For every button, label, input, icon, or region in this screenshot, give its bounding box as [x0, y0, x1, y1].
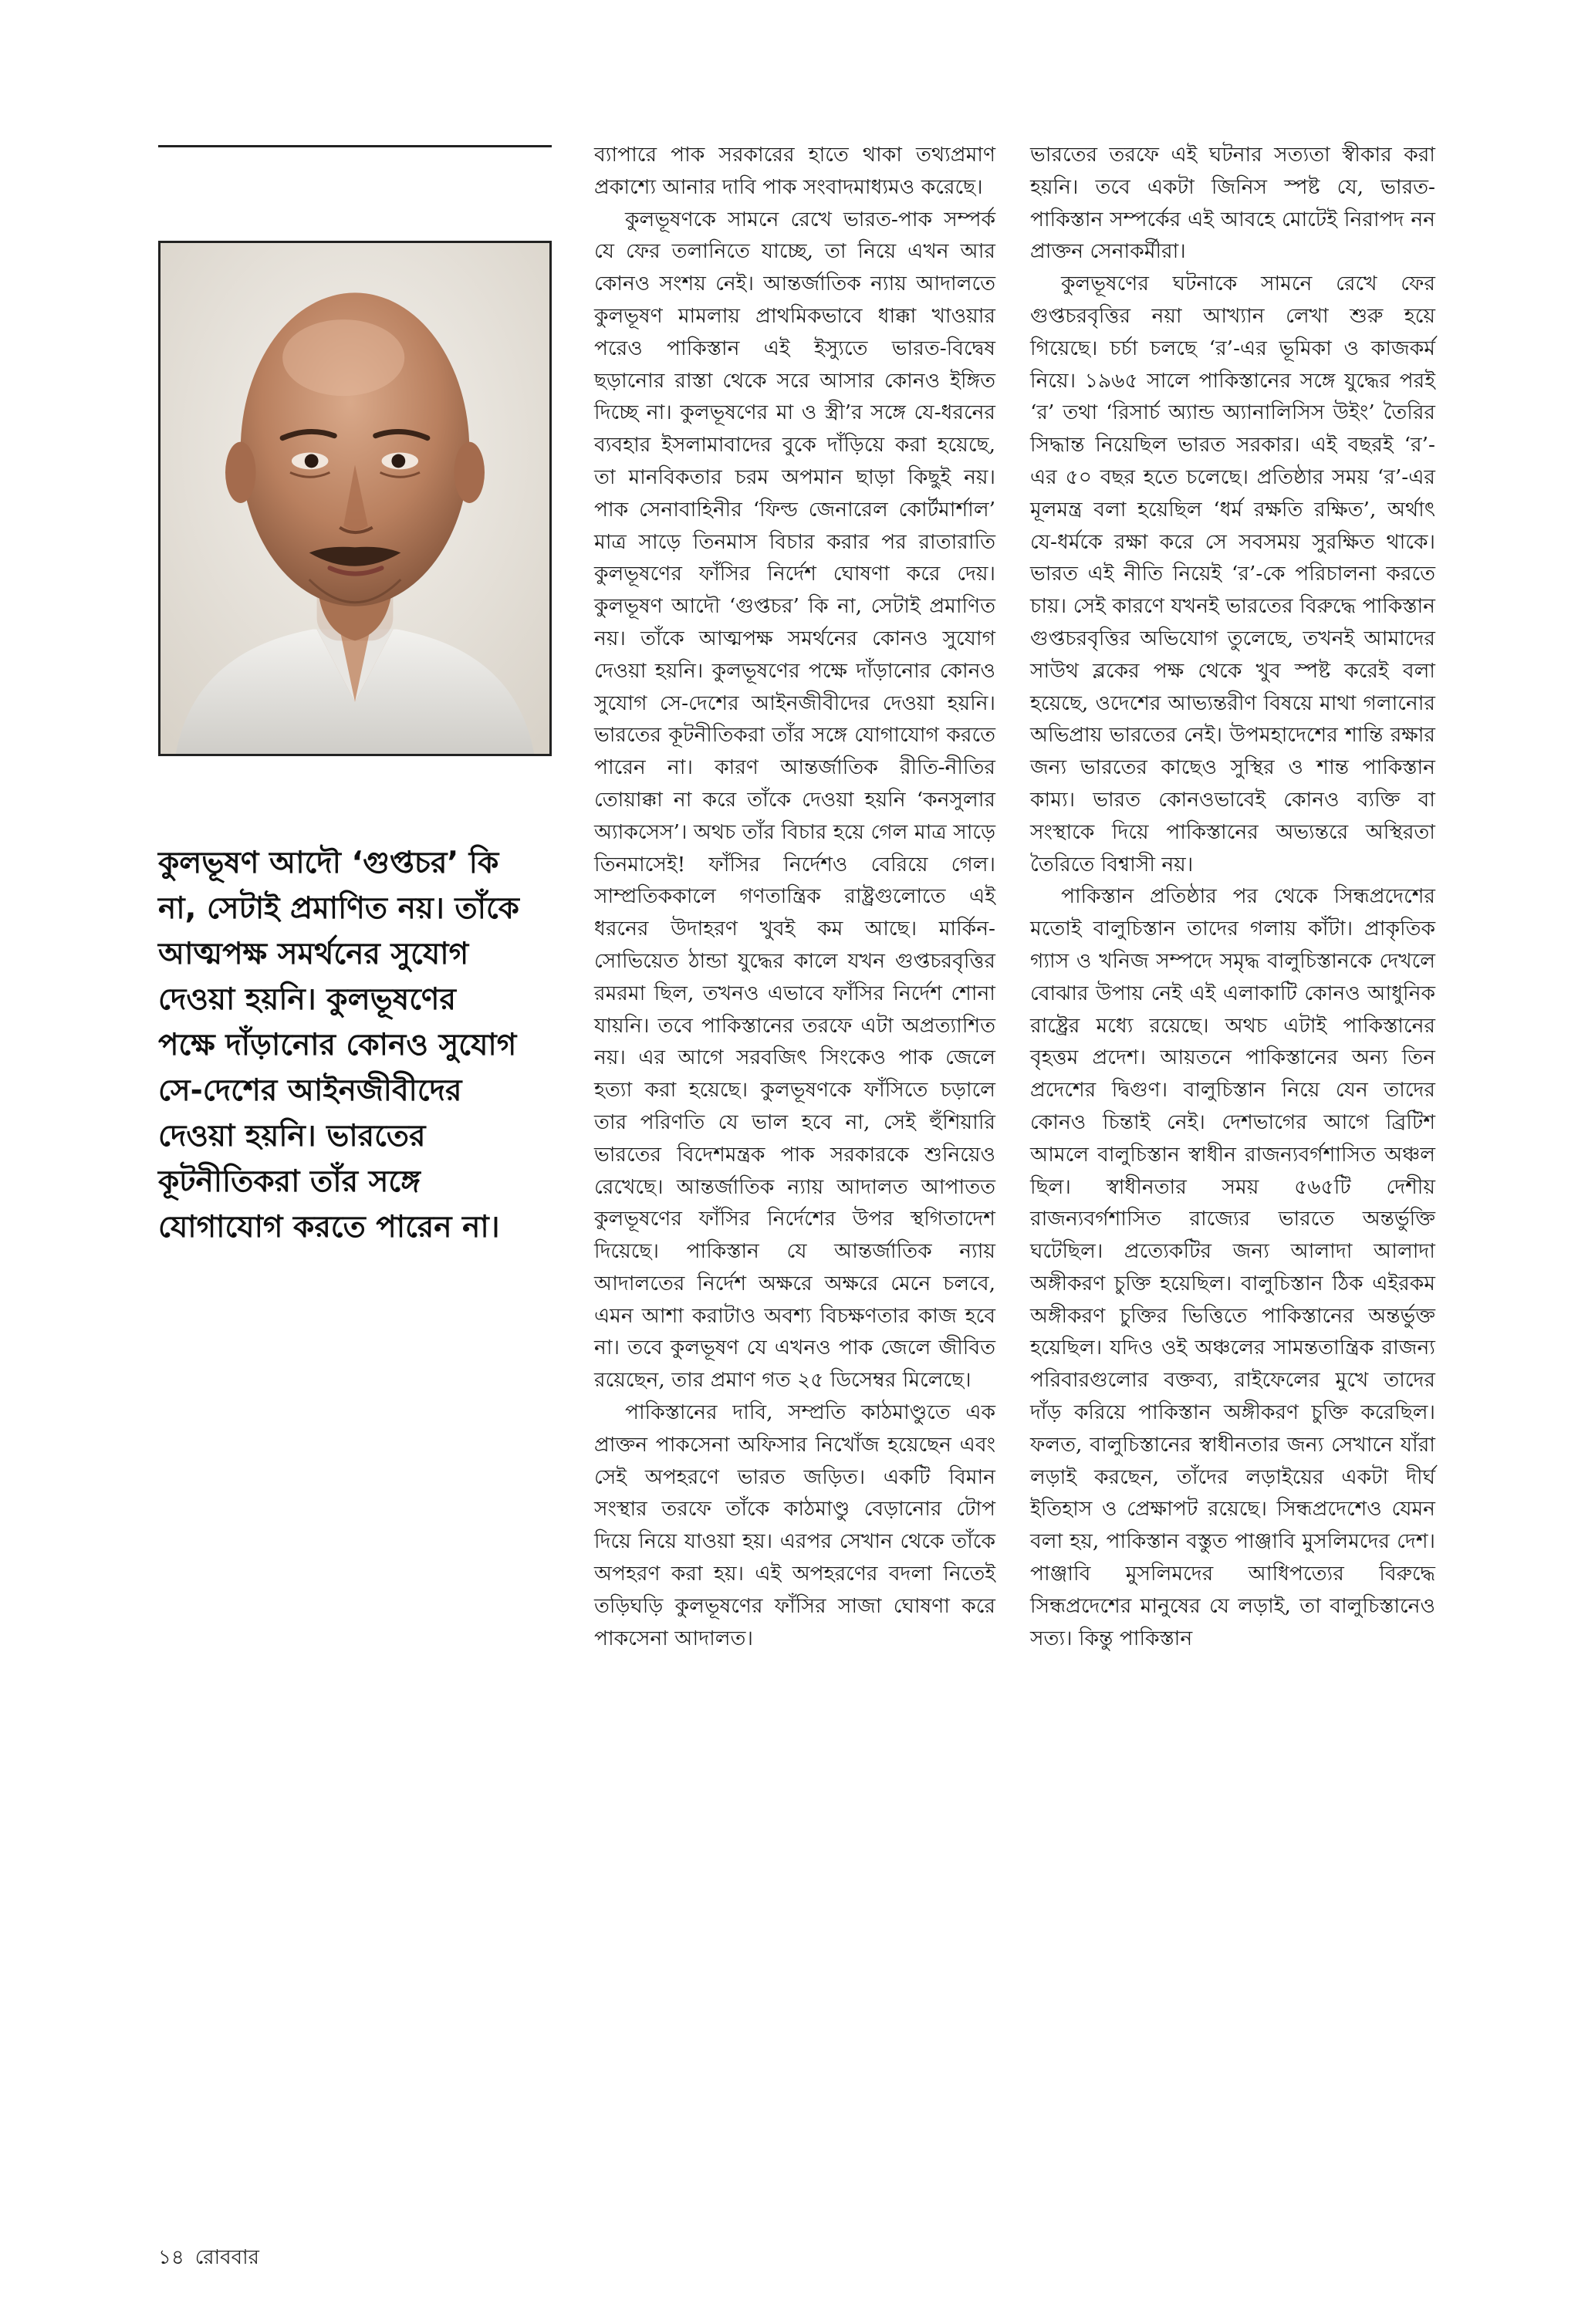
- portrait-photo: [158, 241, 552, 756]
- page-footer: [158, 2241, 270, 2275]
- pull-quote-line: দেওয়া হয়নি। ভারতের: [158, 1119, 426, 1154]
- pull-quote-line: পক্ষে দাঁড়ানোর কোনও সুযোগ: [158, 1028, 517, 1062]
- top-rule: [158, 145, 552, 147]
- pull-quote-line: দেওয়া হয়নি। কুলভূষণের: [158, 982, 456, 1017]
- pull-quote: [158, 841, 559, 1251]
- pull-quote-line: যোগাযোগ করতে পারেন না।: [158, 1210, 500, 1245]
- paragraph: কুলভূষণকে সামনে রেখে ভারত-পাক সম্পর্ক যে ফের তলানিতে যাচ্ছে, তা নিয়ে এখন আর কোনও সংশয় নেই। আন্তর্জাতিক ন্যায় আদালতে কুলভূষণ মামলায় প্রাথমিকভাবে ধাক্কা খাওয়ার পরেও পাকিস্তান এই ইস্যুতে ভারত-বিদ্বেষ ছড়ানোর রাস্তা থেকে সরে আসার কোনও ইঙ্গিত দিচ্ছে না। কুলভূষণের মা ও স্ত্রী’র সঙ্গে যে-ধরনের ব্যবহার ইসলামাবাদের বুকে দাঁড়িয়ে করা হয়েছে, তা মানবিকতার চরম অপমান ছাড়া কিছুই নয়। পাক সেনাবাহিনীর ‘ফিল্ড জেনারেল কোর্টমার্শাল’ মাত্র সাড়ে তিনমাস বিচার করার পর রাতারাতি কুলভূষণের ফাঁসির নির্দেশ ঘোষণা করে দেয়। কুলভূষণ আদৌ ‘গুপ্তচর’ কি না, সেটাই প্রমাণিত নয়। তাঁকে আত্মপক্ষ সমর্থনের কোনও সুযোগ দেওয়া হয়নি। কুলভূষণের পক্ষে দাঁড়ানোর কোনও সুযোগ সে-দেশের আইনজীবীদের দেওয়া হয়নি। ভারতের কূটনীতিকরা তাঁর সঙ্গে যোগাযোগ করতে পারেন না। কারণ আন্তর্জাতিক রীতি-নীতির তোয়াক্কা না করে তাঁকে দেওয়া হয়নি ‘কনসুলার অ্যাকসেস’। অথচ তাঁর বিচার হয়ে গেল মাত্র সাড়ে তিনমাসেই! ফাঁসির নির্দেশও বেরিয়ে গেল। সাম্প্রতিককালে গণতান্ত্রিক রাষ্ট্রগুলোতে এই ধরনের উদাহরণ খুবই কম আছে। মার্কিন-সোভিয়েত ঠান্ডা যুদ্ধের কালে যখন গুপ্তচরবৃত্তির রমরমা ছিল, তখনও এভাবে ফাঁসির নির্দেশ শোনা যায়নি। তবে পাকিস্তানের তরফে এটা অপ্রত্যাশিত নয়। এর আগে সরবজিৎ সিংকেও পাক জেলে হত্যা করা হয়েছে। কুলভূষণকে ফাঁসিতে চড়ালে তার পরিণতি যে ভাল হবে না, সেই হুঁশিয়ারি ভারতের বিদেশমন্ত্রক পাক সরকারকে শুনিয়েও রেখেছে। আন্তর্জাতিক ন্যায় আদালত আপাতত কুলভূষণের ফাঁসির নির্দেশের উপর স্থগিতাদেশ দিয়েছে। পাকিস্তান যে আন্তর্জাতিক ন্যায় আদালতের নির্দেশ অক্ষরে অক্ষরে মেনে চলবে, এমন আশা করাটাও অবশ্য বিচক্ষণতার কাজ হবে না। তবে কুলভূষণ যে এখনও পাক জেলে জীবিত রয়েছেন, তার প্রমাণ গত ২৫ ডিসেম্বর মিলেছে।: [594, 207, 995, 1393]
- paragraph: ব্যাপারে পাক সরকারের হাতে থাকা তথ্যপ্রমাণ প্রকাশ্যে আনার দাবি পাক সংবাদমাধ্যমও করেছে।: [594, 143, 995, 199]
- pull-quote-line: কুলভূষণ আদৌ ‘গুপ্তচর’ কি: [158, 846, 499, 880]
- paragraph: কুলভূষণের ঘটনাকে সামনে রেখে ফের গুপ্তচরবৃত্তির নয়া আখ্যান লেখা শুরু হয়ে গিয়েছে। চর্চা চলছে ‘র’-এর ভূমিকা ও কাজকর্ম নিয়ে। ১৯৬৫ সালে পাকিস্তানের সঙ্গে যুদ্ধের পরই ‘র’ তথা ‘রিসার্চ অ্যান্ড অ্যানালিসিস উইং’ তৈরির সিদ্ধান্ত নিয়েছিল ভারত সরকার। এই বছরই ‘র’-এর ৫০ বছর হতে চলেছে। প্রতিষ্ঠার সময় ‘র’-এর মূলমন্ত্র বলা হয়েছিল ‘ধর্ম রক্ষতি রক্ষিত’, অর্থাৎ যে-ধর্মকে রক্ষা করে সে সবসময় সুরক্ষিত থাকে। ভারত এই নীতি নিয়েই ‘র’-কে পরিচালনা করতে চায়। সেই কারণে যখনই ভারতের বিরুদ্ধে পাকিস্তান গুপ্তচরবৃত্তির অভিযোগ তুলেছে, তখনই আমাদের সাউথ ব্লকের পক্ষ থেকে খুব স্পষ্ট করেই বলা হয়েছে, ওদেশের আভ্যন্তরীণ বিষয়ে মাথা গলানোর অভিপ্রায় ভারতের নেই। উপমহাদেশের শান্তি রক্ষার জন্য ভারতের কাছেও সুস্থির ও শান্ত পাকিস্তান কাম্য। ভারত কোনওভাবেই কোনও ব্যক্তি বা সংস্থাকে দিয়ে পাকিস্তানের অভ্যন্তরে অস্থিরতা তৈরিতে বিশ্বাসী নয়।: [1030, 272, 1435, 877]
- pull-quote-line: না, সেটাই প্রমাণিত নয়। তাঁকে: [158, 891, 519, 926]
- page-number: ১৪: [158, 2246, 184, 2269]
- paragraph: পাকিস্তান প্রতিষ্ঠার পর থেকে সিন্ধপ্রদেশের মতোই বালুচিস্তান তাদের গলায় কাঁটা। প্রাকৃতিক গ্যাস ও খনিজ সম্পদে সমৃদ্ধ বালুচিস্তানকে দেখলে বোঝার উপায় নেই এই এলাকাটি কোনও আধুনিক রাষ্ট্রের মধ্যে রয়েছে। অথচ এটাই পাকিস্তানের বৃহত্তম প্রদেশ। আয়তনে পাকিস্তানের অন্য তিন প্রদেশের দ্বিগুণ। বালুচিস্তান নিয়ে যেন তাদের কোনও চিন্তাই নেই। দেশভাগের আগে ব্রিটিশ আমলে বালুচিস্তান স্বাধীন রাজন্যবর্গশাসিত অঞ্চল ছিল। স্বাধীনতার সময় ৫৬৫টি দেশীয় রাজন্যবর্গশাসিত রাজ্যের ভারতে অন্তর্ভুক্তি ঘটেছিল। প্রত্যেকটির জন্য আলাদা আলাদা অঙ্গীকরণ চুক্তি হয়েছিল। বালুচিস্তান ঠিক এইরকম অঙ্গীকরণ চুক্তির ভিত্তিতে পাকিস্তানের অন্তর্ভুক্ত হয়েছিল। যদিও ওই অঞ্চলের সামন্ততান্ত্রিক রাজন্য পরিবারগুলোর বক্তব্য, রাইফেলের মুখে তাদের দাঁড় করিয়ে পাকিস্তান অঙ্গীকরণ চুক্তি করেছিল। ফলত, বালুচিস্তানের স্বাধীনতার জন্য সেখানে যাঁরা লড়াই করছেন, তাঁদের লড়াইয়ের একটা দীর্ঘ ইতিহাস ও প্রেক্ষাপট রয়েছে। সিন্ধপ্রদেশেও যেমন বলা হয়, পাকিস্তান বস্তুত পাঞ্জাবি মুসলিমদের দেশ। পাঞ্জাবি মুসলিমদের আধিপত্যের বিরুদ্ধে সিন্ধপ্রদেশের মানুষের যে লড়াই, তা বালুচিস্তানেও সত্য। কিন্তু পাকিস্তান: [1030, 884, 1435, 1650]
- portrait-illustration: [161, 243, 549, 754]
- paragraph: পাকিস্তানের দাবি, সম্প্রতি কাঠমাণ্ডুতে এক প্রাক্তন পাকসেনা অফিসার নিখোঁজ হয়েছেন এবং সেই অপহরণে ভারত জড়িত। একটি বিমান সংস্থার তরফে তাঁকে কাঠমাণ্ডু বেড়ানোর টোপ দিয়ে নিয়ে যাওয়া হয়। এরপর সেখান থেকে তাঁকে অপহরণ করা হয়। এই অপহরণের বদলা নিতেই তড়িঘড়ি কুলভূষণের ফাঁসির সাজা ঘোষণা করে পাকসেনা আদালত।: [594, 1400, 995, 1650]
- pull-quote-line: সে-দেশের আইনজীবীদের: [158, 1073, 462, 1108]
- article-column-2: [1030, 139, 1435, 1654]
- paragraph: ভারতের তরফে এই ঘটনার সত্যতা স্বীকার করা হয়নি। তবে একটা জিনিস স্পষ্ট যে, ভারত-পাকিস্তান সম্পর্কের এই আবহে মোটেই নিরাপদ নন প্রাক্তন সেনাকর্মীরা।: [1030, 143, 1435, 264]
- publication-name: রোববার: [194, 2246, 259, 2269]
- article-column-1: [594, 139, 995, 1654]
- pull-quote-line: কূটনীতিকরা তাঁর সঙ্গে: [158, 1164, 421, 1199]
- pull-quote-line: আত্মপক্ষ সমর্থনের সুযোগ: [158, 937, 469, 971]
